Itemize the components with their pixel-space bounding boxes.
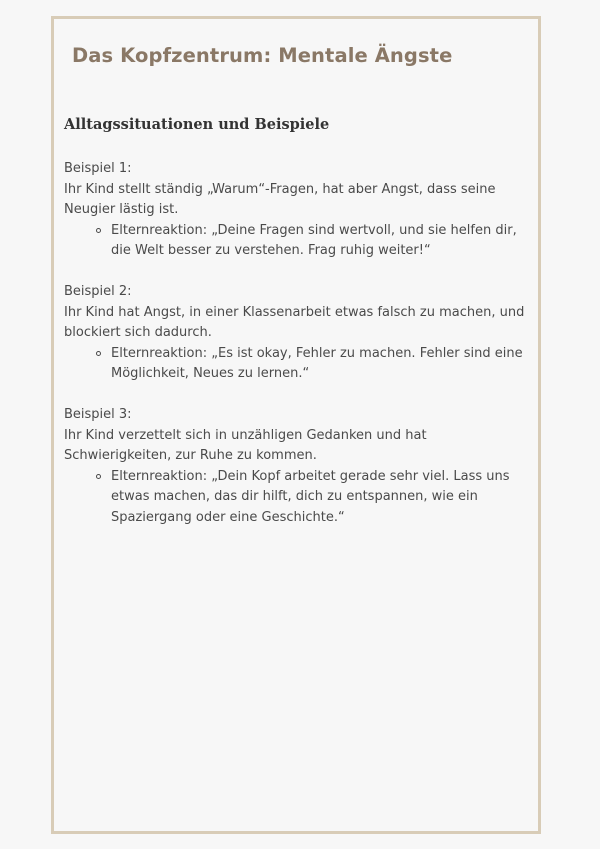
circle-bullet-icon (96, 474, 101, 479)
examples-list (64, 159, 530, 549)
parent-reaction-text: Elternreaktion: „Dein Kopf arbeitet gerade sehr viel. Lass uns etwas machen, das dir hilft, dich zu entspannen, wie ein Spaziergang oder eine Geschichte.“ (111, 468, 510, 525)
page-title: Das Kopfzentrum: Mentale Ängste (72, 44, 453, 67)
parent-reaction (64, 467, 530, 529)
example-text: Ihr Kind stellt ständig „Warum“-Fragen, hat aber Angst, dass seine Neugier lästig ist. (64, 181, 496, 217)
example-label: Beispiel 3: (64, 407, 132, 422)
example-2 (64, 282, 530, 385)
parent-reaction (64, 344, 530, 385)
circle-bullet-icon (96, 351, 101, 356)
example-text: Ihr Kind hat Angst, in einer Klassenarbeit etwas falsch zu machen, und blockiert sich dadurch. (64, 304, 525, 340)
parent-reaction (64, 221, 530, 262)
parent-reaction-text: Elternreaktion: „Deine Fragen sind wertvoll, und sie helfen dir, die Welt besser zu verstehen. Frag ruhig weiter!“ (111, 222, 517, 258)
section-heading: Alltagssituationen und Beispiele (64, 116, 330, 133)
example-text: Ihr Kind verzettelt sich in unzähligen Gedanken und hat Schwierigkeiten, zur Ruhe zu kommen. (64, 427, 427, 463)
circle-bullet-icon (96, 228, 101, 233)
example-label: Beispiel 2: (64, 284, 132, 299)
example-label: Beispiel 1: (64, 161, 132, 176)
example-1 (64, 159, 530, 262)
example-3 (64, 405, 530, 528)
parent-reaction-text: Elternreaktion: „Es ist okay, Fehler zu machen. Fehler sind eine Möglichkeit, Neues zu lernen.“ (111, 345, 523, 381)
